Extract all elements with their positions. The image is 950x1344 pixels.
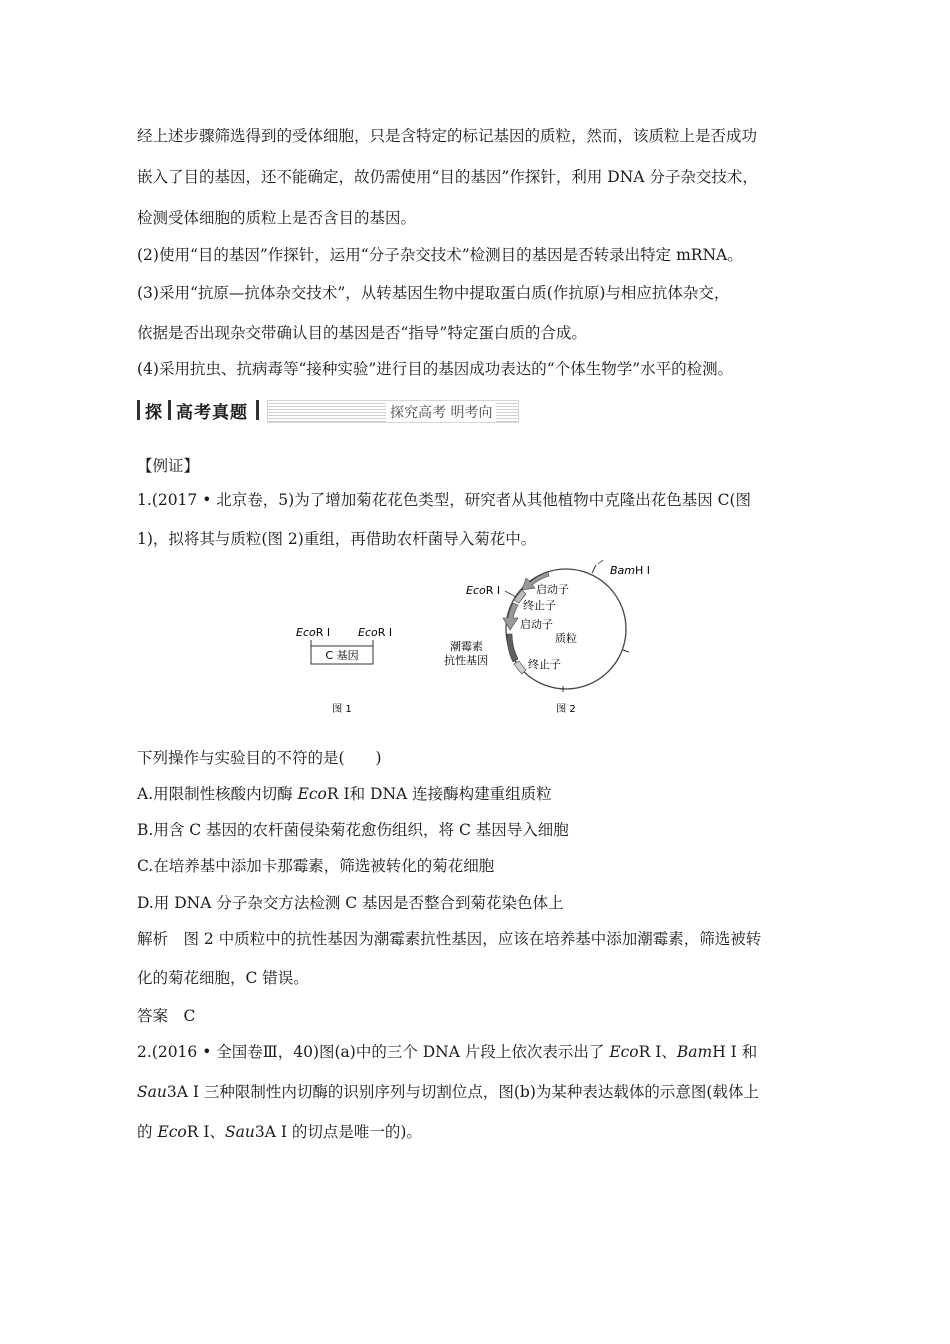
answer-line: 答案 C <box>137 1007 196 1025</box>
paragraph-line: (2)使用“目的基因”作探针，运用“分子杂交技术”检测目的基因是否转录出特定 mRNA。 <box>137 246 743 264</box>
example-heading: 【例证】 <box>137 457 200 475</box>
section-banner <box>137 398 517 424</box>
fig2-resist-1: 潮霉素 <box>450 640 483 653</box>
figure-plasmid <box>280 560 650 725</box>
question-line: 2.(2016 • 全国卷Ⅲ，40)图(a)中的三个 DNA 片段上依次表示出了 EcoR Ⅰ、BamH Ⅰ 和 <box>137 1043 758 1061</box>
fig1-gene-label: C 基因 <box>325 649 359 662</box>
banner-tag-text: 探究高考 明考向 <box>386 402 496 422</box>
option-c: C.在培养基中添加卡那霉素，筛选被转化的菊花细胞 <box>137 857 495 875</box>
banner-bar <box>168 400 171 420</box>
banner-bar <box>137 400 140 420</box>
banner-title: 高考真题 <box>176 403 248 423</box>
option-b: B.用含 C 基因的农杆菌侵染菊花愈伤组织，将 C 基因导入细胞 <box>137 821 569 839</box>
ecor1-leader <box>505 591 516 597</box>
question-line: 1.(2017 • 北京卷，5)为了增加菊花花色类型，研究者从其他植物中克隆出花色基因 C(图 <box>137 491 752 509</box>
fig2-caption: 图 2 <box>556 704 576 715</box>
question-line: Sau3A Ⅰ 三种限制性内切酶的识别序列与切割位点，图(b)为某种表达载体的示意图(载体上 <box>137 1083 759 1101</box>
fig1-ecor1-left: EcoR Ⅰ <box>296 626 331 639</box>
paragraph-line: (4)采用抗虫、抗病毒等“接种实验”进行目的基因成功表达的“个体生物学”水平的检测。 <box>137 360 734 378</box>
figure-svg <box>280 560 650 725</box>
fig2-terminator-1: 终止子 <box>523 599 556 612</box>
paragraph-line: 经上述步骤筛选得到的受体细胞，只是含特定的标记基因的质粒，然而，该质粒上是否成功 <box>137 127 758 145</box>
figure1 <box>296 626 392 715</box>
banner-char: 探 <box>145 403 162 423</box>
terminator-2 <box>514 661 526 674</box>
fig1-ecor1-right: EcoR Ⅰ <box>358 626 393 639</box>
option-d: D.用 DNA 分子杂交方法检测 C 基因是否整合到菊花染色体上 <box>137 894 564 912</box>
plasmid-tick <box>623 650 629 652</box>
bamh1-leader <box>598 560 608 564</box>
banner-tag <box>267 400 519 423</box>
question-line: 的 EcoR Ⅰ、Sau3A Ⅰ 的切点是唯一的)。 <box>137 1123 422 1141</box>
paragraph-line: (3)采用“抗原—抗体杂交技术”，从转基因生物中提取蛋白质(作抗原)与相应抗体杂交， <box>137 284 730 302</box>
figure2 <box>444 560 650 715</box>
fig2-promoter-2: 启动子 <box>520 618 553 631</box>
question-stem: 下列操作与实验目的不符的是( ) <box>137 749 382 767</box>
fig2-resist-2: 抗性基因 <box>444 654 488 667</box>
fig2-promoter-1: 启动子 <box>536 583 569 596</box>
resistance-gene <box>507 634 518 662</box>
fig2-bamh1-label: BamH Ⅰ <box>610 564 650 577</box>
paragraph-line: 依据是否出现杂交带确认目的基因是否“指导”特定蛋白质的合成。 <box>137 324 587 342</box>
fig2-ecor1-label: EcoR Ⅰ <box>466 584 501 597</box>
fig1-caption: 图 1 <box>332 704 352 715</box>
option-a: A.用限制性核酸内切酶 EcoR Ⅰ和 DNA 连接酶构建重组质粒 <box>137 785 552 803</box>
analysis-line: 解析 图 2 中质粒中的抗性基因为潮霉素抗性基因，应该在培养基中添加潮霉素，筛选被转 <box>137 930 762 948</box>
bamh1-site <box>592 565 596 573</box>
analysis-line: 化的菊花细胞，C 错误。 <box>137 969 309 987</box>
paragraph-line: 嵌入了目的基因，还不能确定，故仍需使用“目的基因”作探针，利用 DNA 分子杂交技术， <box>137 168 758 186</box>
banner-bar <box>256 400 259 420</box>
fig2-plasmid-label: 质粒 <box>555 632 577 645</box>
fig2-terminator-2: 终止子 <box>528 658 561 671</box>
question-line: 1)，拟将其与质粒(图 2)重组，再借助农杆菌导入菊花中。 <box>137 530 537 548</box>
paragraph-line: 检测受体细胞的质粒上是否含目的基因。 <box>137 209 417 227</box>
